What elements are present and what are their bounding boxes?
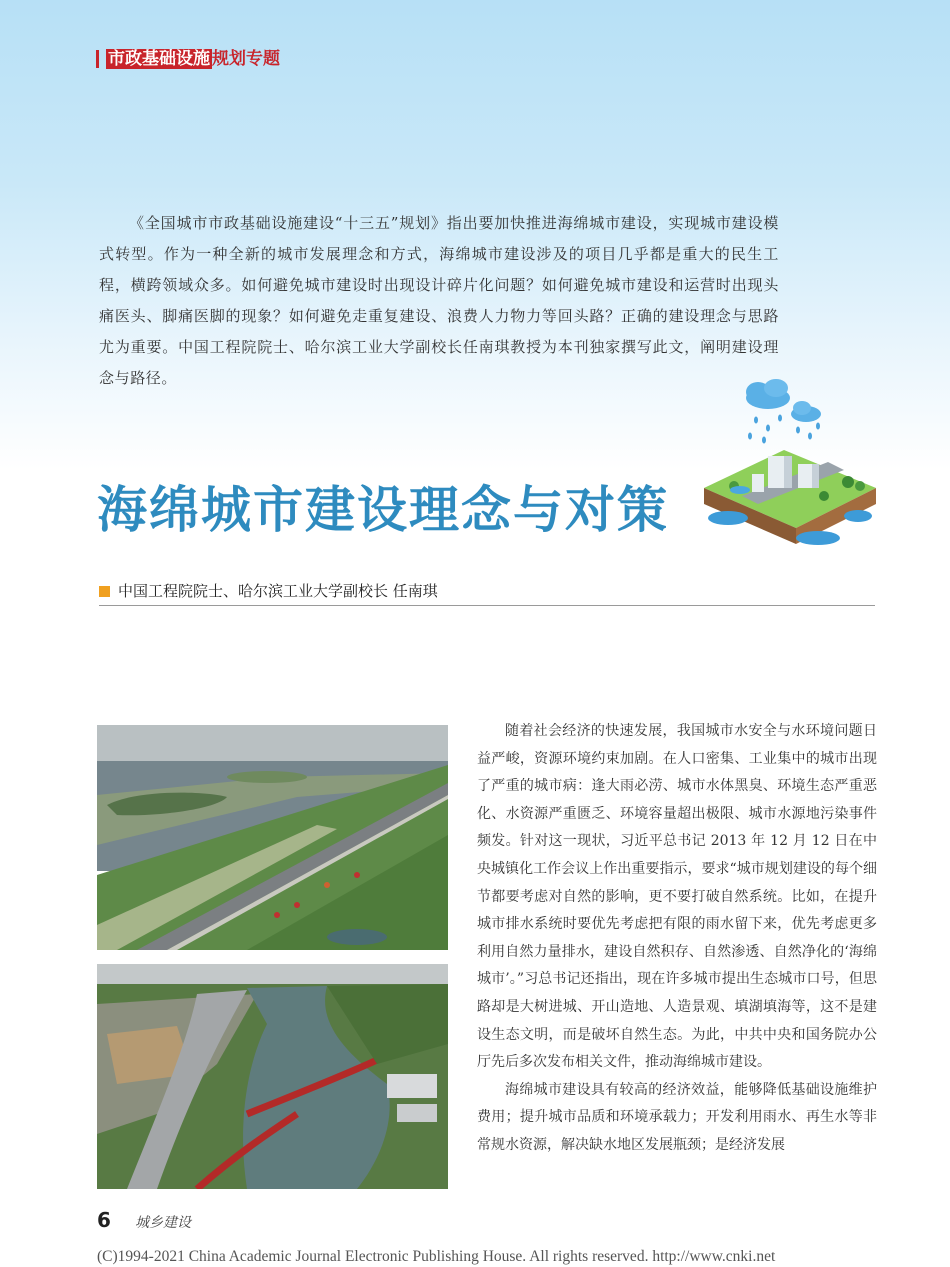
- section-header-rest: 规划专题: [212, 49, 280, 69]
- body-paragraph-1: 随着社会经济的快速发展，我国城市水安全与水环境问题日益严峻，资源环境约束加剧。在人口密集、工业集中的城市出现了严重的城市病：逢大雨必涝、城市水体黑臭、环境生态严重恶化、水资源严重匮乏、环境容量超出极限、城市水源地污染事件频发。针对这一现状，习近平总书记 2013 年 12 月 12 日在中央城镇化工作会议上作出重要指示，要求“城市规划建设的每个细节都要考虑对自然的影响，更不要打破自然系统。比如，在提升城市排水系统时要优先考虑把有限的雨水留下来，优先考虑更多利用自然力量排水，建设自然积存、自然渗透、自然净化的‘海绵城市’。”习总书记还指出，现在许多城市提出生态城市口号，但思路却是大树进城、开山造地、人造景观、填湖填海等，这不是建设生态文明，而是破坏自然生态。为此，中共中央和国务院办公厅先后多次发布相关文件，推动海绵城市建设。: [477, 723, 877, 1071]
- sponge-city-illustration: [698, 378, 880, 554]
- header-accent-bar: [96, 50, 99, 68]
- page-number: 6: [97, 1208, 111, 1232]
- author-text: 中国工程院院士、哈尔滨工业大学副校长 任南琪: [118, 582, 438, 600]
- section-header-highlight: 市政基础设施: [108, 49, 210, 69]
- section-header: [106, 48, 280, 70]
- author-line: [99, 580, 875, 606]
- aerial-photo-lakeside-road: [97, 725, 448, 950]
- aerial-photo-river-bridge: [97, 964, 448, 1189]
- journal-name: 城乡建设: [135, 1215, 191, 1231]
- intro-paragraph: 《全国城市市政基础设施建设“十三五”规划》指出要加快推进海绵城市建设，实现城市建设模式转型。作为一种全新的城市发展理念和方式，海绵城市建设涉及的项目几乎都是重大的民生工程，横跨领域众多。如何避免城市建设时出现设计碎片化问题？如何避免城市建设和运营时出现头痛医头、脚痛医脚的现象？如何避免走重复建设、浪费人力物力等回头路？正确的建设理念与思路尤为重要。中国工程院院士、哈尔滨工业大学副校长任南琪教授为本刊独家撰写此文，阐明建设理念与路径。: [99, 214, 779, 387]
- article-body: [477, 718, 877, 1160]
- cloud-icon: [746, 379, 821, 422]
- body-paragraph-2: 海绵城市建设具有较高的经济效益，能够降低基础设施维护费用；提升城市品质和环境承载力；开发利用雨水、再生水等非常规水资源，解决缺水地区发展瓶颈；是经济发展: [477, 1081, 877, 1153]
- author-marker-icon: [99, 586, 110, 597]
- copyright-notice: (C)1994-2021 China Academic Journal Electronic Publishing House. All rights reserved. http://www.cnki.net: [97, 1248, 776, 1265]
- article-title: 海绵城市建设理念与对策: [97, 481, 669, 539]
